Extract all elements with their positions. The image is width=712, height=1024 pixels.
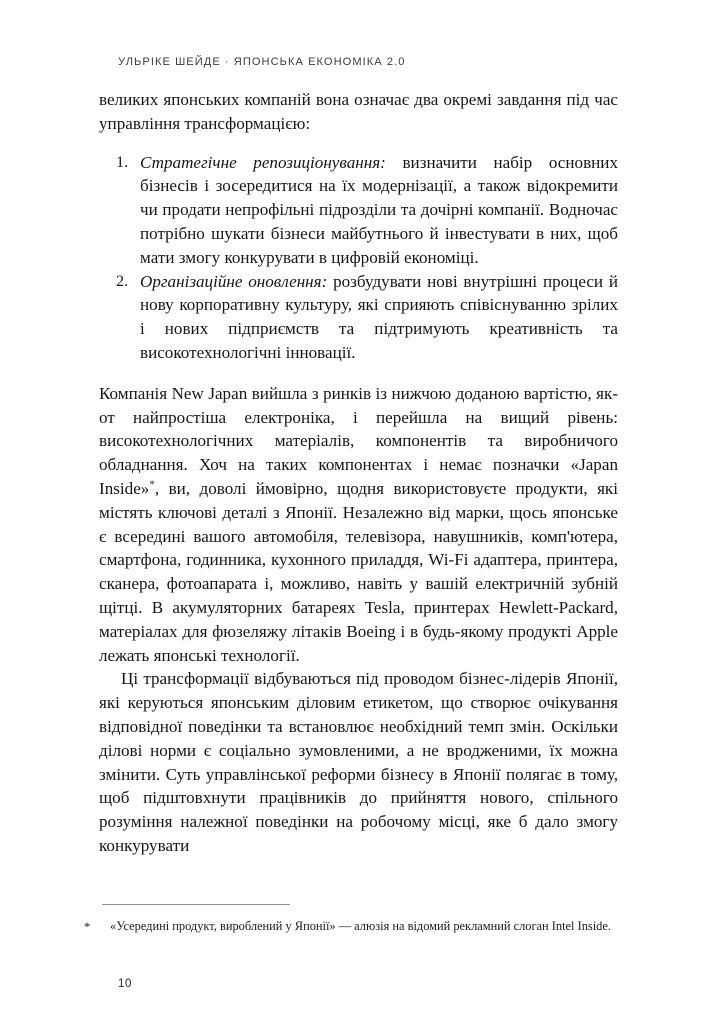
footnote-text: «Усередині продукт, вироблений у Японії» — алюзія на відомий рекламний слоган Intel Inside.: [110, 919, 611, 933]
footnote-marker: *: [84, 920, 91, 934]
footnote-reference-marker[interactable]: *: [149, 478, 155, 491]
paragraph-text-before-footnote: Компанія New Japan вийшла з ринків із нижчою доданою вартістю, як-от найпростіша електроніка, і перейшла на вищий рівень: високотехнологічних матеріалів, компонентів та виробничого обладнання. Хоч на таких компонентах і немає позначки «Japan Inside»: [99, 383, 618, 498]
running-head: УЛЬРІКЕ ШЕЙДЕ · ЯПОНСЬКА ЕКОНОМІКА 2.0: [118, 56, 406, 68]
paragraph-text-after-footnote: , ви, доволі ймовірно, щодня використовуєте продукти, які містять ключові деталі з Японії. Незалежно від марки, щось японське є всередині вашого автомобіля, телевізора, навушників, комп'ютера, смартфона, годинника, кухонного приладдя, Wi-Fi адаптера, принтера, сканера, фотоапарата і, можливо, навіть у вашій електричній зубній щітці. В акумуляторних батареях Tesla, принтерах Hewlett-Packard, матеріалах для фюзеляжу літаків Boeing і в будь-якому продукті Apple лежать японські технології.: [99, 478, 618, 665]
text-column: [99, 88, 618, 858]
list-item-term: Організаційне оновлення:: [140, 271, 328, 291]
paragraph-transformations: Ці трансформації відбуваються під проводом бізнес-лідерів Японії, які керуються японським діловим етикетом, що створює очікування відповідної поведінки та встановлює необхідний темп змін. Оскільки ділові норми є соціально зумовленими, а не вродженими, їх можна змінити. Суть управлінської реформи бізнесу в Японії полягає в тому, щоб підштовхнути працівників до прийняття нового, спільного розуміння належної поведінки на робочому місці, яке б дало змогу конкурувати: [99, 669, 618, 855]
list-item: [99, 270, 618, 365]
footnote-block: [84, 918, 618, 935]
paragraph-spacer: [99, 365, 618, 382]
numbered-list: [99, 151, 618, 365]
list-item: [99, 151, 618, 270]
list-item-text: розбудувати нові внутрішні процеси й нову корпоративну культуру, які сприяють співіснуванню зрілих і нових підприємств та підтримують креативність та високотехнологічні інновації.: [140, 271, 619, 362]
list-item-term: Стратегічне репозиціонування:: [140, 152, 386, 172]
list-item-text: визначити набір основних бізнесів і зосередитися на їх модернізації, а також відокремити чи продати непрофільні підрозділи та дочірні компанії. Водночас потрібно шукати бізнеси майбутнього й інвестувати в них, щоб мати змогу конкурувати в цифровій економіці.: [140, 152, 618, 267]
paragraph-new-japan: [99, 382, 618, 668]
page-number: 10: [118, 977, 133, 990]
lead-paragraph: великих японських компаній вона означає два окремі завдання під час управління трансформацією:: [99, 90, 618, 133]
footnote-separator-rule: [102, 904, 290, 905]
